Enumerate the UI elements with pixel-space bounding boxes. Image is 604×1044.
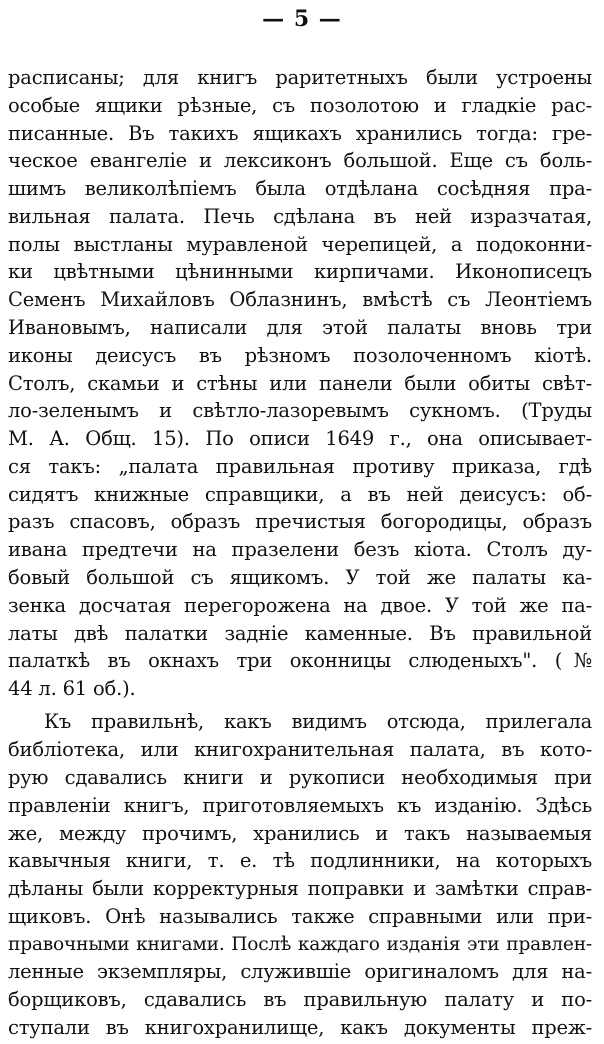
text-line: вильная палата. Печь сдѣлана въ ней изразчатая, <box>8 205 592 228</box>
text-line: бовый большой съ ящикомъ. У той же палаты ка- <box>8 566 592 589</box>
text-line: библіотека, или книгохранительная палата, въ кото- <box>8 738 592 761</box>
text-line: ки цвѣтными цѣнинными кирпичами. Иконописецъ <box>8 260 592 283</box>
text-line: рую сдавались книги и рукописи необходимыя при <box>8 766 592 789</box>
text-line: 44 л. 61 об.). <box>8 677 136 700</box>
text-line: дѣланы были корректурныя поправки и замѣтки справ- <box>8 877 592 900</box>
text-line: Семенъ Михайловъ Облазнинъ, вмѣстѣ съ Леонтіемъ <box>8 288 592 311</box>
text-line: правленіи книгъ, приготовляемыхъ къ изданію. Здѣсь <box>8 794 592 817</box>
paragraph-first-line: Къ правильнѣ, какъ видимъ отсюда, прилегала <box>44 710 592 733</box>
text-line: ленные экземпляры, служившіе оригиналомъ для на- <box>8 960 592 983</box>
text-line: ивана предтечи на празелени безъ кіота. Столъ ду- <box>8 538 592 561</box>
text-line: М. А. Общ. 15). По описи 1649 г., она описывает- <box>8 427 592 450</box>
text-line: писанные. Въ такихъ ящикахъ хранились тогда: гре- <box>8 122 592 145</box>
text-line: палаткѣ въ окнахъ три оконницы слюденыхъ". (№ <box>8 649 592 672</box>
text-line: ло-зеленымъ и свѣтло-лазоревымъ сукномъ. (Труды <box>8 399 592 422</box>
text-line: щиковъ. Онѣ назывались также справными или при- <box>8 905 592 928</box>
text-line: латы двѣ палатки задніе каменные. Въ правильной <box>8 622 592 645</box>
text-line: Ивановымъ, написали для этой палаты вновь три <box>8 316 592 339</box>
text-line: ся такъ: „палата правильная противу приказа, гдѣ <box>8 455 592 478</box>
text-line: кавычныя книги, т. е. тѣ подлинники, на которыхъ <box>8 849 592 872</box>
text-line: полы выстланы муравленой черепицей, а подоконни- <box>8 233 592 256</box>
text-line: иконы деисусъ въ рѣзномъ позолоченномъ кіотѣ. <box>8 344 592 367</box>
text-line: расписаны; для книгъ раритетныхъ были устроены <box>8 66 592 89</box>
page-number: — 5 — <box>262 6 342 32</box>
text-line: правочными книгами. Послѣ каждаго изданія эти правлен- <box>8 934 592 955</box>
text-line: ческое евангеліе и лексиконъ большой. Еще съ боль- <box>8 149 592 172</box>
text-line: сидятъ книжные справщики, а въ ней деисусъ: об- <box>8 483 592 506</box>
text-line: зенка досчатая перегорожена на двое. У той же па- <box>8 594 592 617</box>
text-line: Столъ, скамьи и стѣны или панели были обиты свѣт- <box>8 372 592 395</box>
text-line: же, между прочимъ, хранились и такъ называемыя <box>8 822 592 845</box>
text-line: ступали въ книгохранилище, какъ документы преж- <box>8 1016 592 1039</box>
text-line: шимъ великолѣпіемъ была отдѣлана сосѣдняя пра- <box>8 177 592 200</box>
text-line: борщиковъ, сдавались въ правильную палату и по- <box>8 988 592 1011</box>
text-line: особые ящики рѣзные, съ позолотою и гладкіе рас- <box>8 94 592 117</box>
text-line: разъ спасовъ, образъ пречистыя богородицы, образъ <box>8 510 592 533</box>
